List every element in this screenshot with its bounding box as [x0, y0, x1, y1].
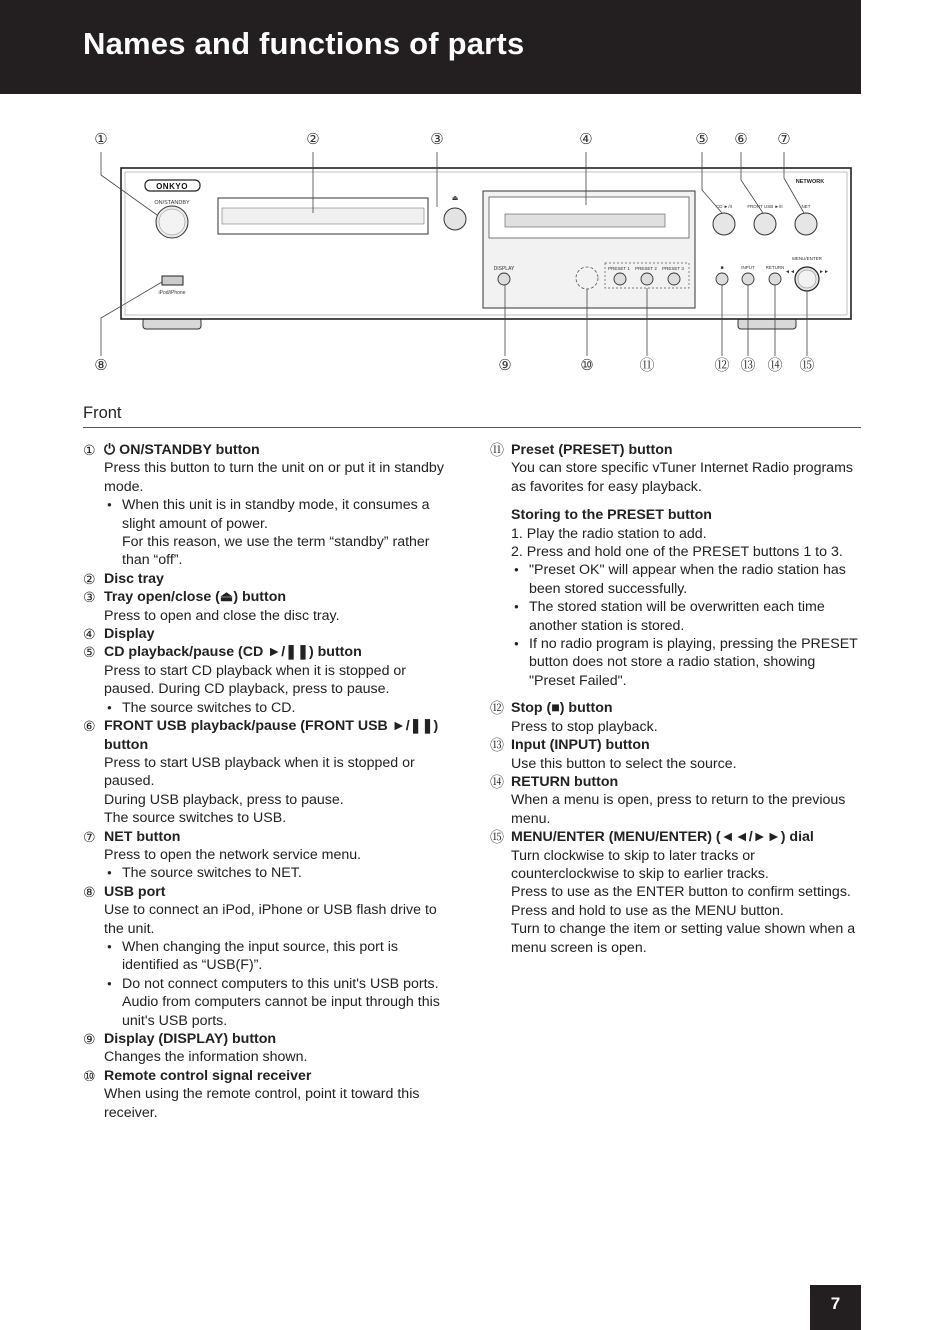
- callout-11: ⑪: [639, 357, 655, 374]
- input-button: [742, 273, 754, 285]
- svg-text:◄◄: ◄◄: [785, 269, 795, 275]
- item-11: ⑪ Preset (PRESET) button You can store specific vTuner Internet Radio programs as favorites for easy playback. Storing to the PRESET button 1. Play the radio station to add. 2. Press and hold one of the PRESET buttons 1 to 3. ● "Preset OK" will appear when the radio station has been stored successfully. ● The stored station will be overwritten each time another station is stored. ● If no radio program is playing, pressing the PRESET button does not store a radio station, showing "Preset Failed".: [490, 441, 865, 690]
- svg-text:NET: NET: [801, 204, 811, 209]
- usb-port: [162, 276, 183, 285]
- callout-12: ⑫: [714, 357, 730, 374]
- svg-text:INPUT: INPUT: [741, 265, 755, 270]
- svg-text:iPod/iPhone: iPod/iPhone: [158, 290, 186, 296]
- front-usb-play-pause-button: [754, 213, 776, 235]
- item-2: ② Disc tray: [83, 570, 164, 587]
- return-button: [769, 273, 781, 285]
- cd-play-pause-button: [713, 213, 735, 235]
- item-4: ④ Display: [83, 626, 155, 643]
- page-number-box: [810, 1285, 861, 1330]
- right-column: [490, 441, 865, 957]
- svg-text:DISPLAY: DISPLAY: [493, 266, 515, 272]
- tray-open-close-button: [444, 208, 466, 230]
- callout-10: ⑩: [580, 357, 594, 374]
- section-divider: [83, 427, 861, 428]
- network-label: NETWORK: [795, 179, 825, 185]
- item-7: ⑦ NET button Press to open the network service menu. ● The source switches to NET.: [83, 828, 458, 883]
- item-8: ⑧ USB port Use to connect an iPod, iPhone or USB flash drive to the unit. ● When changing the input source, this port is identified as “USB(F)”. ● Do not connect computers to this unit's USB ports. Audio from computers cannot be input through this unit's USB ports.: [83, 883, 458, 1030]
- callout-2: ②: [306, 131, 320, 148]
- callout-5: ⑤: [695, 131, 709, 148]
- net-button: [795, 213, 817, 235]
- callout-6: ⑥: [734, 131, 748, 148]
- preset-3-button: [668, 273, 680, 285]
- callout-3: ③: [430, 131, 444, 148]
- svg-text:⏏: ⏏: [451, 195, 459, 202]
- svg-text:PRESET 1: PRESET 1: [608, 266, 630, 271]
- svg-text:MENU/ENTER: MENU/ENTER: [792, 256, 822, 261]
- svg-text:►►: ►►: [819, 269, 829, 275]
- item-12: ⑫ Stop (■) button Press to stop playback.: [490, 700, 658, 735]
- item-15: ⑮ MENU/ENTER (MENU/ENTER) (◄◄/►►) dial Turn clockwise to skip to later tracks or counterclockwise to skip to earlier tracks. Press to use as the ENTER button to confirm settings. Press and hold to use as the MENU button. Turn to change the item or setting value shown when a menu screen is open.: [490, 829, 856, 956]
- callout-7: ⑦: [777, 131, 791, 148]
- callout-4: ④: [579, 131, 593, 148]
- callout-15: ⑮: [799, 357, 815, 374]
- callout-13: ⑬: [740, 357, 756, 374]
- item-10: ⑩ Remote control signal receiver When using the remote control, point it toward this receiver.: [83, 1067, 420, 1121]
- section-title: Front: [83, 404, 122, 422]
- svg-text:PRESET 2: PRESET 2: [635, 266, 657, 271]
- svg-text:FRONT USB ►/II: FRONT USB ►/II: [747, 204, 783, 209]
- svg-text:ONKYO: ONKYO: [156, 182, 188, 191]
- page-number: 7: [830, 1294, 841, 1313]
- item-14: ⑭ RETURN button When a menu is open, press to return to the previous menu.: [490, 773, 846, 827]
- item-3: ③ Tray open/close (⏏) button Press to open and close the disc tray.: [83, 589, 340, 624]
- power-icon: ⏻: [104, 442, 120, 458]
- stop-button: [716, 273, 728, 285]
- item-13: ⑬ Input (INPUT) button Use this button to select the source.: [490, 737, 737, 772]
- callout-1: ①: [94, 131, 108, 148]
- front-panel-diagram: [0, 120, 950, 390]
- item-5: ⑤ CD playback/pause (CD ►/❚❚) button Press to start CD playback when it is stopped or paused. During CD playback, press to pause. ● The source switches to CD.: [83, 643, 458, 717]
- svg-text:ON/STANDBY: ON/STANDBY: [154, 200, 190, 206]
- page-header: [0, 0, 861, 94]
- callout-9: ⑨: [498, 357, 512, 374]
- preset-2-button: [641, 273, 653, 285]
- left-column: [83, 441, 458, 1122]
- preset-1-button: [614, 273, 626, 285]
- display-button: [498, 273, 510, 285]
- callout-8: ⑧: [94, 357, 108, 374]
- page-title: Names and functions of parts: [83, 26, 525, 61]
- svg-text:■: ■: [720, 265, 724, 271]
- svg-text:PRESET 3: PRESET 3: [662, 266, 684, 271]
- svg-text:RETURN: RETURN: [765, 265, 785, 270]
- eject-icon: ⏏: [219, 589, 234, 606]
- item-1: ① ⏻ ON/STANDBY button Press this button to turn the unit on or put it in standby mode. ● When this unit is in standby mode, it consumes a slight amount of power. For this reason, we use the term “standby” rather than “off”.: [83, 441, 458, 570]
- item-9: ⑨ Display (DISPLAY) button Changes the information shown.: [83, 1031, 308, 1066]
- callout-14: ⑭: [767, 357, 783, 374]
- svg-text:CD ►/II: CD ►/II: [716, 204, 732, 209]
- item-6: ⑥ FRONT USB playback/pause (FRONT USB ►/❚❚) button Press to start USB playback when it is stopped or paused. During USB playback, press to pause. The source switches to USB.: [83, 718, 439, 827]
